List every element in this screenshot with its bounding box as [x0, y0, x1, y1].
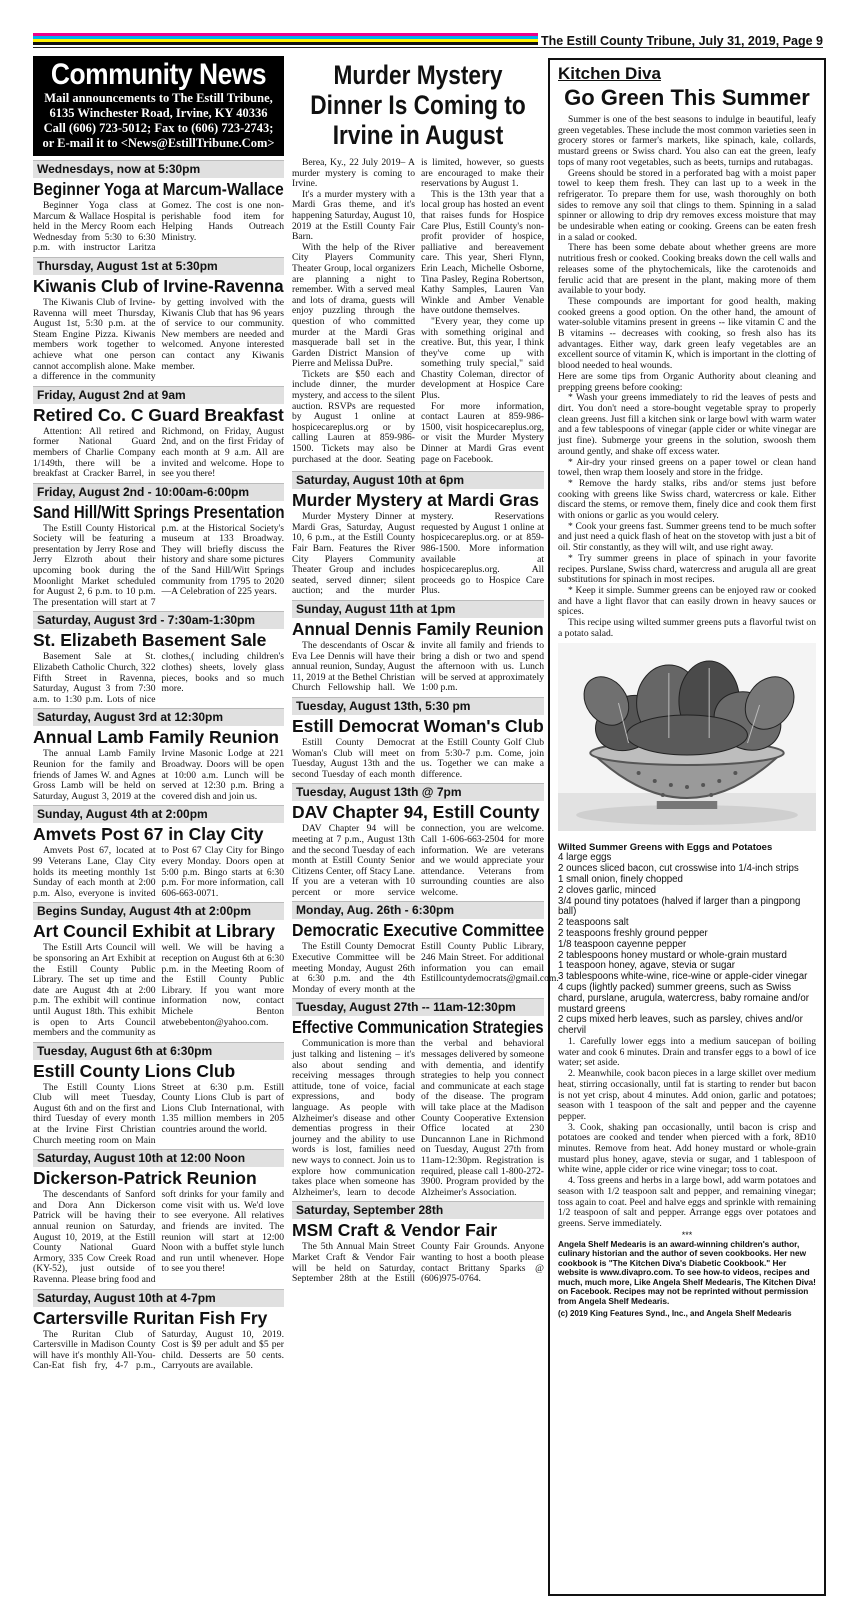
event-body [292, 738, 544, 780]
ingredient-list [558, 853, 816, 1037]
event-date-bar: Saturday, August 3rd - 7:30am-1:30pm [33, 611, 284, 629]
event-text: Amvets Post 67, located at 99 Veterans Lane, Clay City holds its meeting monthly 1st Sunday of each month at 2:00 p.m. Also, everyone is invited to Post 67 Clay City for Bingo every Monday. Doors open at 5:00 p.m. Bingo starts at 6:30 p.m. For more information, call 606-663-0071. [33, 845, 284, 899]
event-date-bar: Saturday, August 10th at 4-7pm [33, 1289, 284, 1307]
event-item [33, 611, 284, 705]
event-title: Annual Dennis Family Reunion [292, 618, 544, 639]
ingredient-item: 4 cups (lightly packed) summer greens, such as Swiss chard, purslane, arugula, watercress, baby romaine and/or mustard greens [558, 982, 809, 1015]
ingredient-item: 2 cloves garlic, minced [558, 884, 656, 896]
event-item [33, 708, 284, 802]
event-body [33, 427, 284, 480]
ingredient-item: 2 tablespoons honey mustard or whole-grain mustard [558, 949, 787, 961]
ingredient-item: 3 tablespoons white-wine, rice-wine or apple-cider vinegar [558, 971, 808, 983]
article-paragraph: * Keep it simple. Summer greens can be enjoyed raw or cooked and have a light flavor that can easily drown in heavy sauces or spices. [558, 584, 816, 618]
article-paragraph: Greens should be stored in a perforated bag with a moist paper towel to keep them fresh. They can last up to a week in the refrigerator. To prepare them for use, wash thoroughly on both sides to remove any soil that clings to them. Spinning in a salad spinner or allowing to drip dry removes excess moisture that may be undesirable when eating or cooking. Greens can be eaten fresh in a salad or cooked. [558, 167, 816, 243]
article-paragraph: With the help of the River City Players Community Theater Group, local organizers are planning a night to remember. With a served meal and lots of drama, guests will enjoy puzzling through the question of who committed murder at the Mardi Gras masquerade ball set in the Garden District Mansion of Pierre and Melissa DuPre. [292, 241, 415, 370]
event-title: Annual Lamb Family Reunion [33, 727, 279, 748]
event-item [33, 483, 284, 609]
event-item [33, 1042, 284, 1147]
article-paragraph: These compounds are important for good health, making cooked greens a good option. On the other hand, the amount of water-soluble vitamins present in greens -- like vitamin C and the B vitamins -- decreases with cooking, so fresh also has its advantages. Either way, dark green leafy vegetables are an excellent source of vitamin K, which is important in the clotting of blood needed to heal wounds. [558, 295, 816, 372]
bio-text: . To see how-to videos, recipes and much, much more, Like Angela Shelf Medearis, The Kitchen Diva! on Facebook. Recipes may not be reprinted without permission from Angela Shelf Medearis. [558, 1267, 816, 1306]
color-bar-black [33, 42, 538, 45]
kitchen-diva-body [558, 115, 816, 639]
event-item [292, 783, 544, 898]
article-paragraph: * Cook your greens fast. Summer greens tend to be much softer and just need a quick flash of heat on the stovetop with just a bit of oil. Stir constantly, as they will wilt, and use right away. [558, 520, 816, 554]
ingredient-item: 2 teaspoons freshly ground pepper [558, 928, 708, 940]
event-date-bar: Saturday, September 28th [292, 1201, 544, 1219]
event-text: The Estill County Lions Club will meet Tuesday, August 6th and on the first and third Tuesday of every month at the Irvine First Christian Church meeting room on Main Street at 6:30 p.m. Estill County Lions Club is part of Lions Club International, with 1.35 million members in 205 countries around the world. [33, 1081, 284, 1146]
event-title: Art Council Exhibit at Library [33, 921, 276, 942]
kitchen-diva-kicker: Kitchen Diva [558, 64, 661, 83]
recipe-title: Wilted Summer Greens with Eggs and Potatoes [558, 842, 773, 854]
article-paragraph: * Try summer greens in place of spinach in your favorite recipes. Purslane, Swiss chard, watercress and arugula all are great substitutions for spinach in most recipes. [558, 552, 816, 586]
event-date-bar: Saturday, August 10th at 12:00 Noon [33, 1149, 284, 1167]
event-text: Murder Mystery Dinner at Mardi Gras, Saturday, August 10, 6 p.m., at the Estill County Fair Barn. Features the River City Players Community Theater Group and includes seated, served dinner; silent auction; and the murder mystery. Reservations requested by August 1 online at hospicecareplus.org. or at 859-986-1500. More information available at hospicecareplus.org. All proceeds go to Hospice Care Plus. [292, 511, 544, 597]
article-paragraph: * Air-dry your rinsed greens on a paper towel or clean hand towel, then wrap them loosely and store in the fridge. [558, 456, 816, 479]
event-item [33, 1289, 284, 1372]
contact-line: or E-mail it to <News@EstillTribune.Com> [42, 136, 275, 150]
event-title: Estill County Lions Club [33, 1060, 236, 1081]
community-news-column [33, 56, 284, 1596]
event-date-bar: Thursday, August 1st at 5:30pm [33, 257, 284, 275]
event-body [292, 1039, 544, 1198]
website-link[interactable]: www.divapro.com [599, 1267, 671, 1278]
article-paragraph: "Every year, they come up with something original and creative. But, this year, I think they've come up with something truly special," said Chastity Coleman, director of development at Hospice Care Plus. [421, 315, 544, 402]
event-body [33, 298, 284, 383]
event-title: St. Elizabeth Basement Sale [33, 630, 267, 651]
event-body [33, 1190, 284, 1285]
ingredient-item: 4 large eggs [558, 852, 612, 864]
event-title: MSM Craft & Vendor Fair [292, 1220, 498, 1241]
event-title: Democratic Executive Committee [292, 920, 545, 941]
event-body [292, 512, 544, 597]
event-title: Amvets Post 67 in Clay City [33, 824, 264, 845]
ingredient-item: 1/8 teaspoon cayenne pepper [558, 938, 687, 950]
kitchen-diva-column [548, 58, 826, 1596]
recipe-steps [558, 1037, 816, 1230]
event-item [33, 257, 284, 383]
event-date-bar: Sunday, August 4th at 2:00pm [33, 805, 284, 823]
ingredient-item: 3/4 pound tiny potatoes (halved if larger than a pingpong ball) [558, 895, 801, 918]
recipe-step: 4. Toss greens and herbs in a large bowl, add warm potatoes and season with 1/2 teaspoon salt and pepper, and remaining vinegar; toss again to coat. Peel and halve eggs and sprinkle with remaining 1/2 teaspoon of salt and pepper. Arrange eggs over potatoes and greens. Serve immediately. [558, 1175, 816, 1229]
event-title: Beginner Yoga at Marcum-Wallace [33, 179, 284, 199]
event-date-bar: Friday, August 2nd - 10:00am-6:00pm [33, 483, 284, 501]
community-news-title: Community News [50, 58, 267, 91]
event-item [292, 998, 544, 1198]
event-body [292, 1242, 544, 1284]
event-text: The descendants of Sanford and Dora Ann Dickerson Patrick will be having their annual reunion on Saturday, August 10, 2019, at the Estill County National Guard Armory, 335 Cow Creek Road (KY-52), just outside of Ravenna. Please bring food and soft drinks for your family and come visit with us. We'd love to see everyone. All relatives and friends are invited. The reunion will start at 12:00 Noon with a buffet style lunch and run until whenever. Hope to see you there! [33, 1189, 284, 1285]
ingredient-item: 2 ounces sliced bacon, cut crosswise into 1/4-inch strips [558, 863, 799, 875]
article-paragraph: This is the 13th year that a local group has hosted an event that raises funds for Hospice Care Plus, Estill County's non-profit provider of hospice, palliative and bereavement care. This year, Sheri Flynn, Erin Leach, Michelle Osborne, Tina Pasley, Regina Robertson, Kathy Samples, Lauren Van Winkle and Amber Venable have outdone themselves. [421, 188, 544, 317]
event-body [33, 846, 284, 899]
event-item [33, 160, 284, 254]
author-bio [558, 1240, 816, 1307]
event-text: Attention: All retired and former National Guard members of Charlie Company 1/149th, there will be a breakfast at Cracker Barrel, in Richmond, on Friday, August 2nd, and on the first Friday of each month at 9 a.m. All are invited and welcome. Hope to see you there! [33, 425, 284, 480]
article-paragraph: For more information, contact Lauren at 859-986-1500, visit hospicecareplus.org, or visit the Murder Mystery Dinner at Mardi Gras event page on Facebook. [421, 400, 544, 465]
event-text: The Ruritan Club of Cartersville in Madison County will have it's monthly All-You-Can-Eat fish fry, 4-7 p.m., Saturday, August 10, 2019. Cost is $9 per adult and $5 per child. Desserts are 50 cents. Carryouts are available. [33, 1328, 284, 1372]
event-body [33, 1083, 284, 1147]
contact-line: 6135 Winchester Road, Irvine, KY 40336 [49, 106, 268, 120]
event-item [292, 471, 544, 597]
event-title: Cartersville Ruritan Fish Fry [33, 1307, 268, 1328]
bio-text: Angela Shelf Medearis is an award-winning children's author, culinary historian and the author of seven cookbooks. Her new cookbook is "The Kitchen Diva's Diabetic Cookbook." Her website is [558, 1238, 807, 1278]
event-date-bar: Tuesday, August 13th @ 7pm [292, 783, 544, 801]
recipe-step: 2. Meanwhile, cook bacon pieces in a large skillet over medium heat, stirring occasionally, until fat is starting to render but bacon is not yet crisp, about 4 minutes. Add onion, garlic and potatoes; season with 1 teaspoon of the salt and pepper and the cayenne pepper. [558, 1068, 816, 1122]
event-body [33, 943, 284, 1038]
event-text: The Estill County Democrat Executive Committee will be meeting Monday, August 26th at 6:30 p.m. and the 4th Monday of every month at the Estill County Public Library, 246 Main Street. For additional information you can email Estillcountydemocrats@gmail.com. [292, 941, 559, 995]
greens-colander-photo [558, 643, 816, 831]
event-text: The Estill County Historical Society will be featuring a presentation by Jerry Rose and Jerry Elzroth about their upcoming book during the Moonlight Market scheduled for August 2, 6 p.m. to 10 p.m. The presentation will start at 7 p.m. at the Historical Society's museum at 133 Broadway. They will briefly discuss the history and share some pictures of the Sand Hill/Witt Springs community from 1795 to 2020—A Celebration of 225 years. [33, 522, 284, 608]
murder-mystery-body [292, 158, 544, 465]
event-date-bar: Saturday, August 3rd at 12:30pm [33, 708, 284, 726]
event-body [33, 524, 284, 609]
recipe-step: 1. Carefully lower eggs into a medium saucepan of boiling water and cook 6 minutes. Drain and transfer eggs to a bowl of ice water; set aside. [558, 1036, 816, 1069]
event-date-bar: Tuesday, August 13th, 5:30 pm [292, 697, 544, 715]
event-body [33, 652, 284, 705]
event-title: Dickerson-Patrick Reunion [33, 1168, 257, 1189]
event-text: The 5th Annual Main Street Market Craft & Vendor Fair will be held on Saturday, September 28th at the Estill County Fair Grounds. Anyone wanting to host a booth please contact Brittany Sparks @ (606)975-0764. [292, 1241, 544, 1285]
event-text: Estill County Democrat Woman's Club will meet on Tuesday, August 13th and the second Tuesday of each month at the Estill County Golf Club from 5:30-7 p.m. Come, join us. Together we can make a difference. [292, 736, 544, 780]
article-paragraph: Summer is one of the best seasons to indulge in beautiful, leafy green vegetables. These include the most common varieties seen in grocery stores or farmer's markets, like spinach, kale, collards, mustard greens or Swiss chard. You also can eat the green, leafy tops of many root vegetables, such as beets, turnips and rutabagas. [558, 114, 816, 168]
event-body [292, 941, 559, 995]
murder-mystery-headline: Murder Mystery Dinner Is Coming to Irvine in August [310, 60, 526, 150]
article-paragraph: Here are some tips from Organic Authority about cleaning and prepping greens before cooking: [558, 370, 816, 393]
event-text: Beginner Yoga class at Marcum & Wallace Hospital is held in the Mercy Room each Wednesday from 5:30 to 6:30 p.m. with instructor Laritza Gomez. The cost is one non-perishable food item for Helping Hands Outreach Ministry. [33, 200, 284, 254]
event-date-bar: Monday, Aug. 26th - 6:30pm [292, 901, 544, 919]
article-paragraph: * Wash your greens immediately to rid the leaves of pests and dirt. You don't need a store-bought vegetable spray to properly clean greens. Just fill a kitchen sink or large bowl with warm water and a few tablespoons of vinegar (apple cider or white vinegar are just fine). Submerge your greens in the solution, swoosh them around gently, and shake off excess water. [558, 392, 816, 457]
event-item [292, 600, 544, 694]
event-body [292, 641, 544, 694]
article-paragraph: This recipe using wilted summer greens puts a flavorful twist on a potato salad. [558, 617, 816, 639]
ingredient-item: 2 teaspoons salt [558, 917, 629, 929]
event-date-bar: Friday, August 2nd at 9am [33, 386, 284, 404]
event-text: Communication is more than just talking and listening – it's also about sending and receiving messages through attitude, tone of voice, facial expressions, and body language. As people with Alzheimer's disease and other dementias progress in their journey and the ability to use words is lost, families need new ways to connect. Join us to explore how communication takes place when someone has Alzheimer's, learn to decode the verbal and behavioral messages delivered by someone with dementia, and identify strategies to help you connect and communicate at each stage of the disease. The program will take place at the Madison County Cooperative Extension Office located at 230 Duncannon Lane in Richmond on Tuesday, August 27th from 11am-12:30pm. Registration is required, please call 1-800-272-3900. Program provided by the Alzheimer's Association. [292, 1038, 544, 1198]
event-list [33, 160, 284, 1372]
event-text: The Estill Arts Council will be sponsoring an Art Exhibit at the Estill County Public Library. The set up time and date are August 4th at 2:00 p.m. The exhibit will continue until August 18th. This exhibit is open to Arts Council members and the community as well. We will be having a reception on August 6th at 6:30 p.m. in the Meeting Room of the Estill County Public Library. If you want more information now, contact Michele Benton atwebebenton@yahoo.com. [33, 942, 284, 1039]
event-body [33, 1330, 284, 1372]
article-paragraph: Berea, Ky., 22 July 2019– A murder mystery is coming to Irvine. [292, 157, 415, 190]
event-date-bar: Begins Sunday, August 4th at 2:00pm [33, 902, 284, 920]
event-text: The annual Lamb Family Reunion for the family and friends of James W. and Agnes Gross Lamb will be held on Saturday, August 3, 2019 at the Irvine Masonic Lodge at 221 Broadway. Doors will be open at 10:00 a.m. Lunch will be served at 12:30 p.m. Bring a covered dish and join us. [33, 748, 284, 802]
event-item [292, 901, 559, 995]
contact-line: Call (606) 723-5012; Fax to (606) 723-2743; [43, 121, 274, 135]
event-item [33, 805, 284, 899]
article-paragraph: * Remove the hardy stalks, ribs and/or stems just before cooking with greens like Swiss chard, watercress or kale. Either discard the stems, or remove them, finely dice and cook them first with onions or garlic as you would celery. [558, 477, 816, 522]
event-item [292, 697, 544, 780]
event-item [33, 1149, 284, 1285]
event-title: Sand Hill/Witt Springs Presentation [33, 501, 285, 522]
event-item [33, 902, 284, 1038]
event-text: The descendants of Oscar & Eva Lee Dennis will have their annual reunion, Sunday, August 11, 2019 at the Bethel Christian Church Fellowship hall. We invite all family and friends to bring a dish or two and spend the afternoon with us. Lunch will be served at approximately 1:00 p.m. [292, 639, 544, 694]
recipe-step: 3. Cook, shaking pan occasionally, until bacon is crisp and potatoes are cooked and tender when pierced with a fork, 8Ð10 minutes. Remove from heat. Add honey mustard or whole-grain mustard plus honey, agave, stevia or sugar, and 1 tablespoon of white wine, apple cider or rice wine vinegar; toss to coat. [558, 1121, 816, 1176]
event-date-bar: Tuesday, August 6th at 6:30pm [33, 1042, 284, 1060]
event-title: Kiwanis Club of Irvine-Ravenna [33, 275, 284, 296]
ingredient-item: 1 small onion, finely chopped [558, 874, 683, 886]
event-text: Basement Sale at St. Elizabeth Catholic Church, 322 Fifth Street in Ravenna, Saturday, August 3 from 7:30 a.m. to 1:30 p.m. Lots of nice clothes,( including children's clothes) sheets, lovely glass pieces, books and so much more. [33, 651, 284, 705]
event-title: DAV Chapter 94, Estill County [292, 802, 540, 823]
event-text: DAV Chapter 94 will be meeting at 7 p.m., August 13th and the second Tuesday of each month at Estill County Senior Citizens Center, off Stacy Lane. If you are a veteran with 10 percent or more service connection, you are welcome. Call 1-606-663-2504 for more information. We are veterans and we would appreciate your attendance. Veterans from surrounding counties are also welcome. [292, 823, 544, 898]
event-item [33, 386, 284, 480]
event-list [292, 471, 559, 1285]
event-title: Retired Co. C Guard Breakfast [33, 404, 284, 425]
event-title: Murder Mystery at Mardi Gras [292, 490, 540, 511]
kitchen-diva-headline: Go Green This Summer [564, 85, 810, 110]
event-date-bar: Wednesdays, now at 5:30pm [33, 160, 284, 178]
community-news-masthead [33, 56, 284, 156]
ingredient-item: 2 cups mixed herb leaves, such as parsley, chives and/or chervil [558, 1014, 803, 1037]
copyright-credit: (c) 2019 King Features Synd., Inc., and Angela Shelf Medearis [558, 1309, 792, 1319]
event-title: Effective Communication Strategies [292, 1017, 544, 1038]
event-date-bar: Sunday, August 11th at 1pm [292, 600, 544, 618]
event-body [33, 201, 284, 254]
page-header: The Estill County Tribune, July 31, 2019, Page 9 [540, 34, 823, 48]
event-date-bar: Tuesday, August 27th -- 11am-12:30pm [292, 998, 544, 1016]
event-item [292, 1201, 544, 1284]
murder-mystery-column [292, 56, 559, 1596]
event-date-bar: Saturday, August 10th at 6pm [292, 471, 544, 489]
article-paragraph: It's a murder mystery with a Mardi Gras theme, and it's happening Saturday, August 10, 2019 at the Estill County Fair Barn. [292, 188, 415, 243]
event-body [292, 824, 544, 898]
separator-stars: *** [681, 1229, 693, 1240]
article-paragraph: There has been some debate about whether greens are more nutritious fresh or cooked. Cooking breaks down the cell walls and releases some of the phytochemicals, like the carotenoids and ferulic acid that are present in the plant, making more of them available to your body. [558, 242, 816, 297]
ingredient-item: 1 teaspoon honey, agave, stevia or sugar [558, 960, 736, 972]
event-title: Estill Democrat Woman's Club [292, 715, 544, 736]
contact-line: Mail announcements to The Estill Tribune, [44, 91, 273, 105]
event-text: The Kiwanis Club of Irvine-Ravenna will meet Thursday, August 1st, 5:30 p.m. at the Steam Engine Pizza. Kiwanis members work together to achieve what one person cannot accomplish alone. Make a difference in the community by getting involved with the Kiwanis Club that has 96 years of service to our community. New members are needed and welcomed. Anyone interested can contact any Kiwanis member. [33, 296, 284, 383]
article-paragraph: Tickets are $50 each and include dinner, the murder mystery, and access to the silent auction. RSVPs are requested by August 1 online at hospicecareplus.org or by calling Lauren at 859-986-1500. Tickets may also be purchased at the door. Seating is limited, however, so guests are encouraged to make their reservations by August 1. [292, 157, 544, 465]
event-body [33, 749, 284, 802]
